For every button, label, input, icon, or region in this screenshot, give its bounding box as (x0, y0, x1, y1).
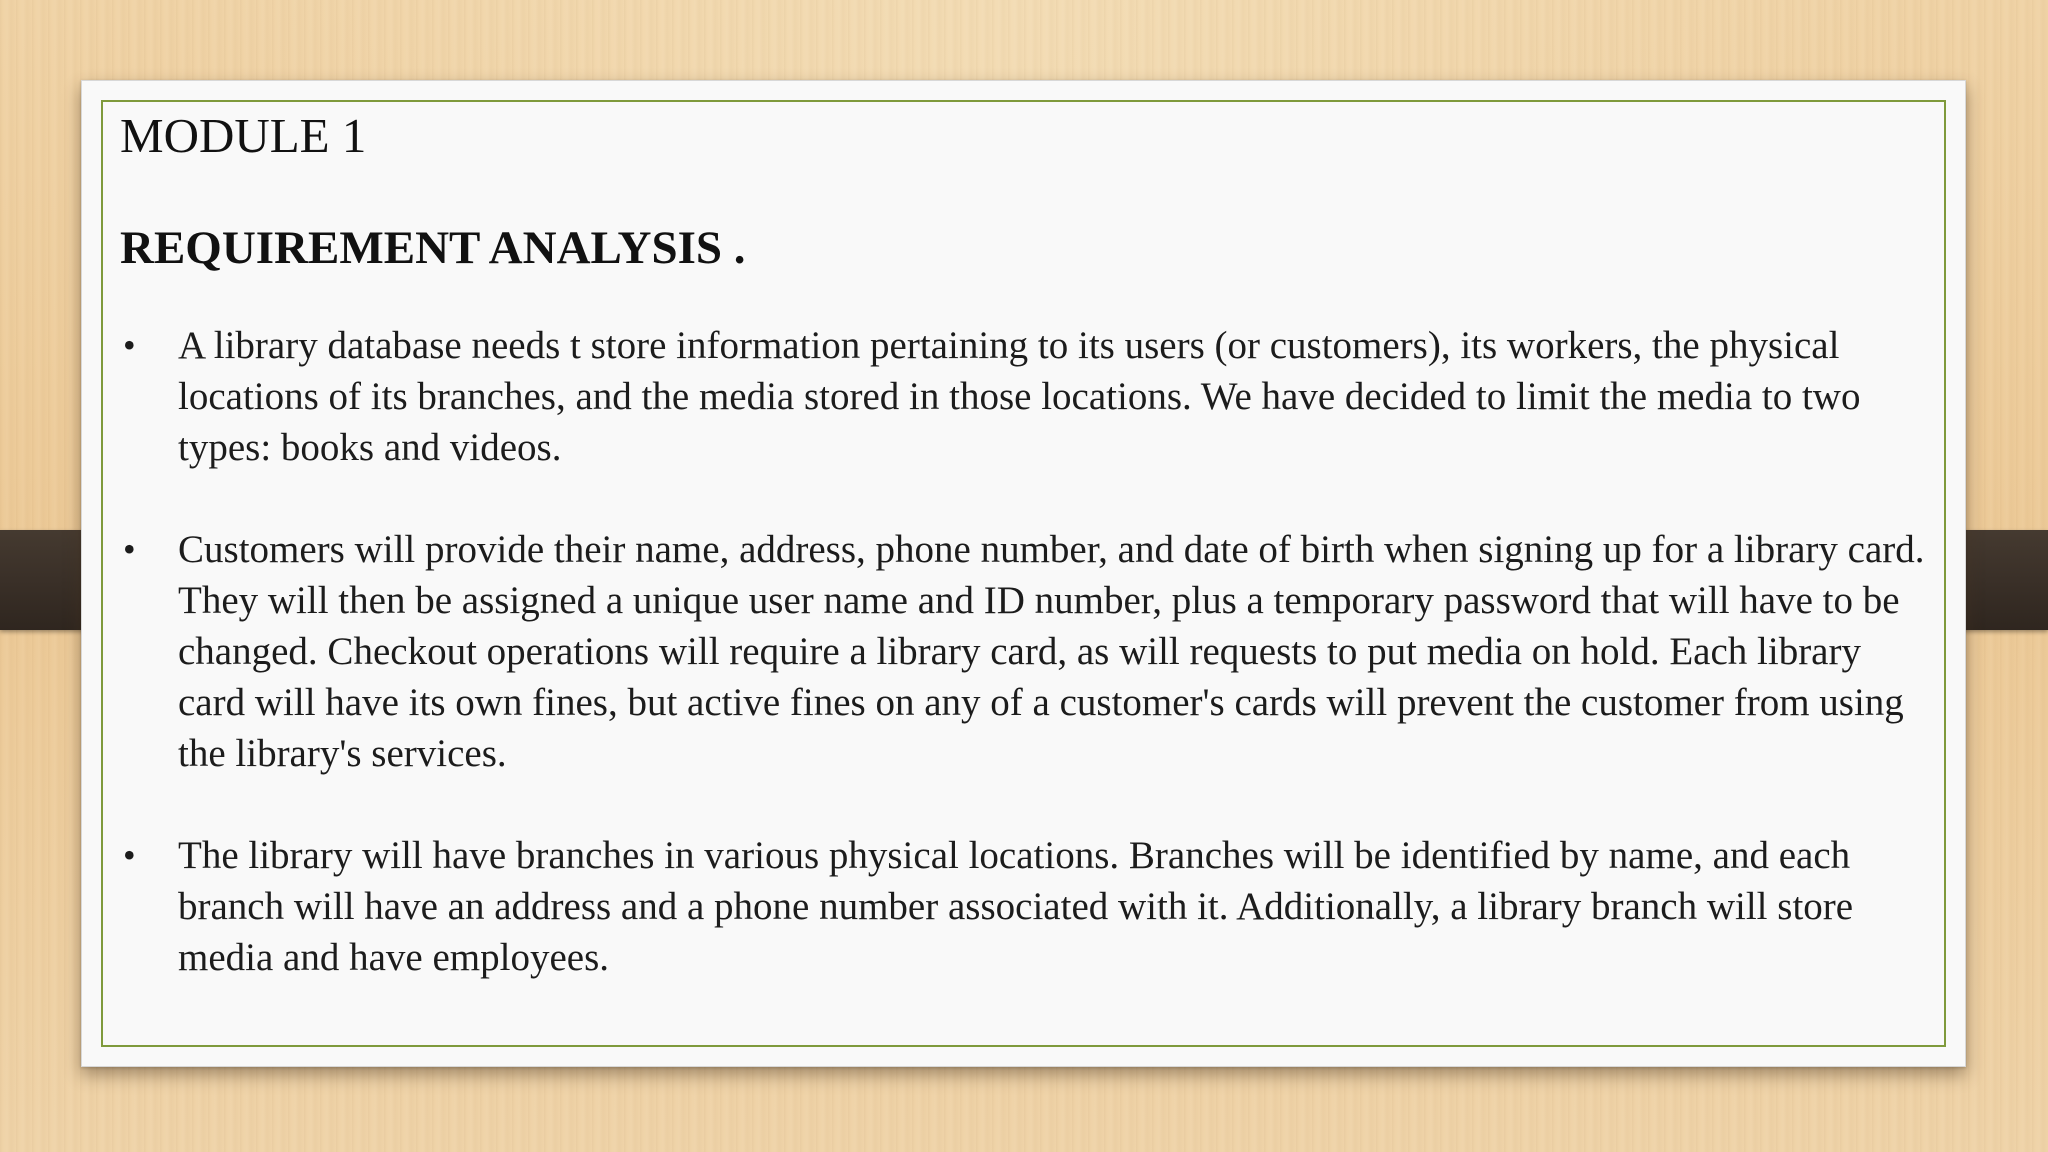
slide-content (120, 108, 1930, 1034)
bullet-text-3: The library will have branches in various physical locations. Branches will be identified by name, and each branch will have an address and a phone number associated with it. Additionally, a library branch will store media and have employees. (178, 834, 1854, 979)
bullet-dot: • (123, 325, 136, 365)
bullet-dot: • (123, 835, 136, 875)
module-title: MODULE 1 (120, 108, 367, 163)
bullet-item-1 (120, 320, 1930, 473)
bullet-list (120, 320, 1930, 983)
bullet-item-2 (120, 524, 1930, 779)
bullet-text-2: Customers will provide their name, address, phone number, and date of birth when signing up for a library card. They will then be assigned a unique user name and ID number, plus a temporary password that will have to be changed. Checkout operations will require a library card, as will requests to put media on hold. Each library card will have its own fines, but active fines on any of a customer's cards will prevent the customer from using the library's services. (178, 528, 1925, 775)
bullet-text-1: A library database needs t store information pertaining to its users (or customers), its workers, the physical locations of its branches, and the media stored in those locations. We have decided to limit the media to two types: books and videos. (178, 324, 1861, 469)
bullet-dot: • (123, 529, 136, 569)
bullet-item-3 (120, 830, 1930, 983)
section-title: REQUIREMENT ANALYSIS . (120, 222, 746, 274)
